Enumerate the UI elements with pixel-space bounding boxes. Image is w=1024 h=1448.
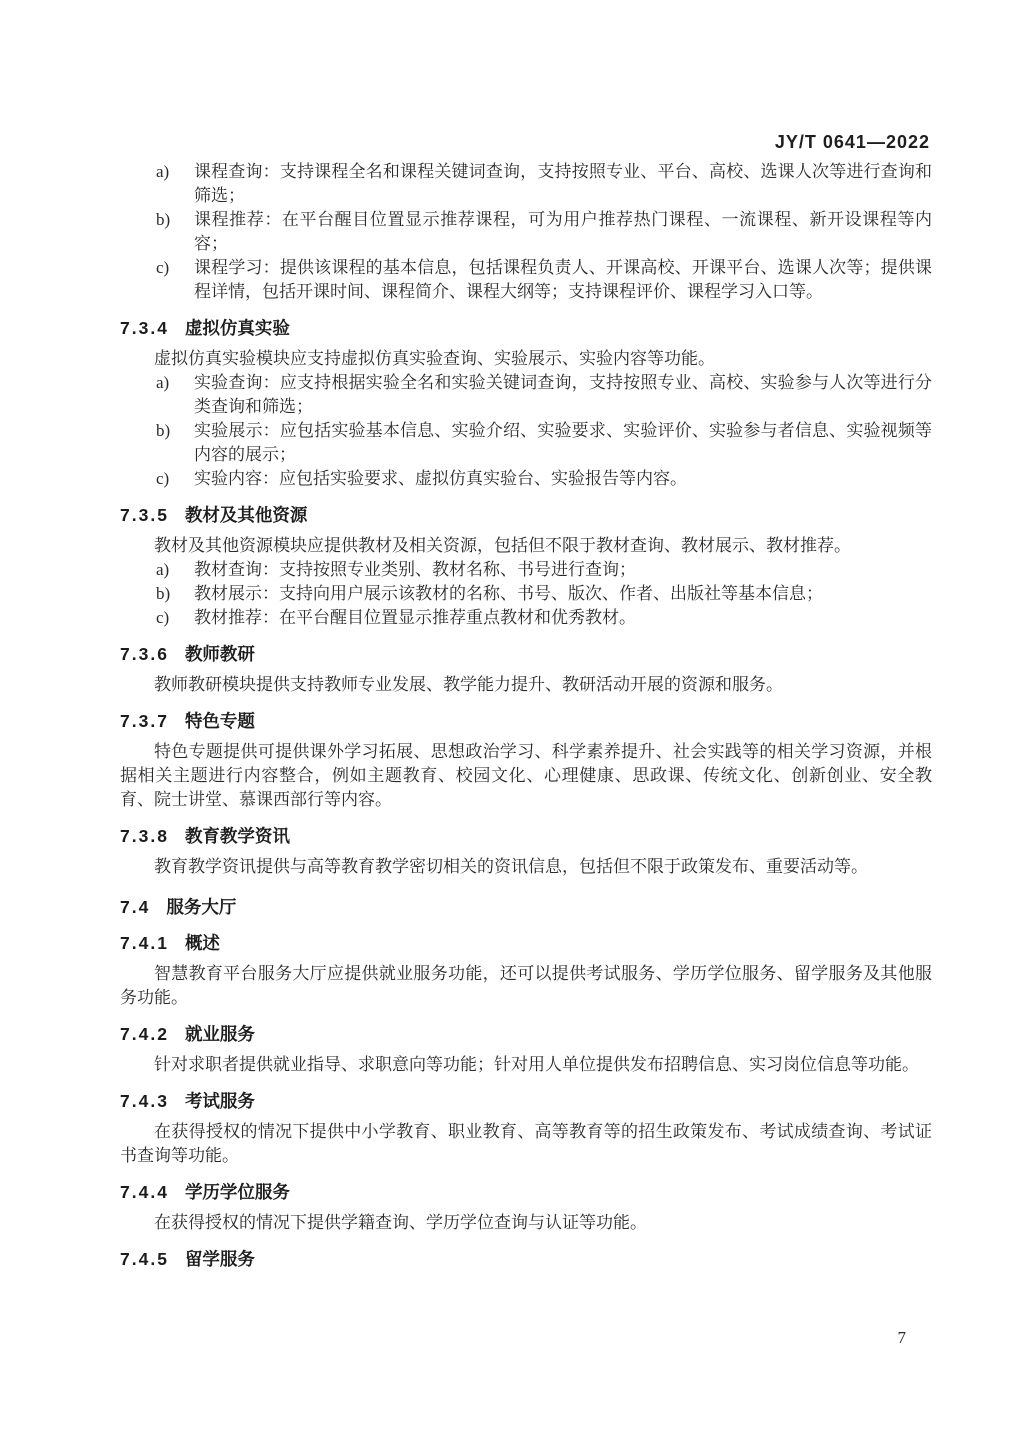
list-item: [120, 606, 932, 630]
section-number: 7.3.4: [120, 318, 169, 338]
body-paragraph: 在获得授权的情况下提供学籍查询、学历学位查询与认证等功能。: [154, 1213, 647, 1232]
list-item-marker: c): [156, 469, 170, 488]
body-paragraph: 教育教学资讯提供与高等教育教学密切相关的资讯信息，包括但不限于政策发布、重要活动等。: [154, 857, 868, 876]
list-item: [120, 208, 932, 256]
list-item-marker: b): [156, 421, 171, 440]
section-number: 7.4.5: [120, 1249, 169, 1269]
list-item-marker: b): [156, 584, 171, 603]
list-item-marker: c): [156, 608, 170, 627]
page-header: [120, 130, 930, 154]
section-title: 特色专题: [184, 711, 255, 731]
section-title: 服务大厅: [166, 897, 237, 917]
body-paragraph: 针对求职者提供就业指导、求职意向等功能；针对用人单位提供发布招聘信息、实习岗位信息等功能。: [154, 1055, 919, 1074]
list-item-text: 课程推荐：在平台醒目位置显示推荐课程，可为用户推荐热门课程、一流课程、新开设课程等内容；: [194, 210, 932, 253]
body-paragraph: 特色专题提供可提供课外学习拓展、思想政治学习、科学素养提升、社会实践等的相关学习资源，并根据相关主题进行内容整合，例如主题教育、校园文化、心理健康、思政课、传统文化、创新创业、安全教育、院士讲堂、慕课西部行等内容。: [120, 742, 932, 809]
section-title: 教材及其他资源: [184, 505, 308, 525]
section-title: 考试服务: [184, 1091, 255, 1111]
section-number: 7.4.1: [120, 933, 169, 953]
list-item-text: 课程查询：支持课程全名和课程关键词查询，支持按照专业、平台、高校、选课人次等进行查询和筛选；: [194, 162, 932, 205]
page-number: 7: [897, 1328, 906, 1347]
list-item: [120, 371, 932, 419]
section-title: 就业服务: [184, 1024, 255, 1044]
body-paragraph: 在获得授权的情况下提供中小学教育、职业教育、高等教育等的招生政策发布、考试成绩查询、考试证书查询等功能。: [120, 1122, 932, 1165]
list-item-text: 实验展示：应包括实验基本信息、实验介绍、实验要求、实验评价、实验参与者信息、实验视频等内容的展示；: [194, 421, 932, 464]
section-heading: [120, 931, 932, 955]
section-title: 留学服务: [184, 1249, 255, 1269]
section-heading: [120, 824, 932, 848]
body-paragraph: 虚拟仿真实验模块应支持虚拟仿真实验查询、实验展示、实验内容等功能。: [154, 349, 715, 368]
list-item-marker: a): [156, 373, 170, 392]
body-paragraph: 教师教研模块提供支持教师专业发展、教学能力提升、教研活动开展的资源和服务。: [154, 675, 783, 694]
section-title: 学历学位服务: [184, 1182, 290, 1202]
section-number: 7.3.7: [120, 711, 169, 731]
list-item-text: 课程学习：提供该课程的基本信息，包括课程负责人、开课高校、开课平台、选课人次等；提供课程详情，包括开课时间、课程简介、课程大纲等；支持课程评价、课程学习入口等。: [194, 258, 932, 301]
list-item: [120, 419, 932, 467]
section-number: 7.3.5: [120, 505, 169, 525]
list-item: [120, 467, 932, 491]
list-item: [120, 256, 932, 304]
list-item-text: 教材展示：支持向用户展示该教材的名称、书号、版次、作者、出版社等基本信息；: [194, 584, 823, 603]
section-number: 7.4.2: [120, 1024, 169, 1044]
section-heading: [120, 1022, 932, 1046]
list-item: [120, 558, 932, 582]
list-item-text: 教材推荐：在平台醒目位置显示推荐重点教材和优秀教材。: [194, 608, 636, 627]
section-heading: [120, 503, 932, 527]
page-footer: [898, 1326, 907, 1350]
list-item-marker: b): [156, 210, 171, 229]
section-heading: [120, 1180, 932, 1204]
section-title: 教师教研: [184, 644, 255, 664]
section-title: 概述: [184, 933, 220, 953]
list-item-marker: c): [156, 258, 170, 277]
body-paragraph: 教材及其他资源模块应提供教材及相关资源，包括但不限于教材查询、教材展示、教材推荐。: [154, 536, 851, 555]
standard-number: JY/T 0641—2022: [774, 132, 930, 152]
document-content: [120, 160, 932, 1278]
section-number: 7.3.6: [120, 644, 169, 664]
section-number: 7.4: [120, 897, 151, 917]
section-heading: [120, 1089, 932, 1113]
section-number: 7.4.4: [120, 1182, 169, 1202]
list-item: [120, 582, 932, 606]
section-heading: [120, 316, 932, 340]
body-paragraph: 智慧教育平台服务大厅应提供就业服务功能，还可以提供考试服务、学历学位服务、留学服务及其他服务功能。: [120, 964, 932, 1007]
list-item-marker: a): [156, 162, 170, 181]
section-heading: [120, 709, 932, 733]
list-item-text: 实验查询：应支持根据实验全名和实验关键词查询，支持按照专业、高校、实验参与人次等进行分类查询和筛选；: [194, 373, 932, 416]
list-item: [120, 160, 932, 208]
list-item-text: 实验内容：应包括实验要求、虚拟仿真实验台、实验报告等内容。: [194, 469, 687, 488]
section-heading: [120, 1247, 932, 1271]
section-title: 教育教学资讯: [184, 826, 290, 846]
list-item-marker: a): [156, 560, 170, 579]
section-number: 7.3.8: [120, 826, 169, 846]
list-item-text: 教材查询：支持按照专业类别、教材名称、书号进行查询；: [194, 560, 636, 579]
section-heading: [120, 895, 932, 919]
section-heading: [120, 642, 932, 666]
section-number: 7.4.3: [120, 1091, 169, 1111]
section-title: 虚拟仿真实验: [184, 318, 290, 338]
